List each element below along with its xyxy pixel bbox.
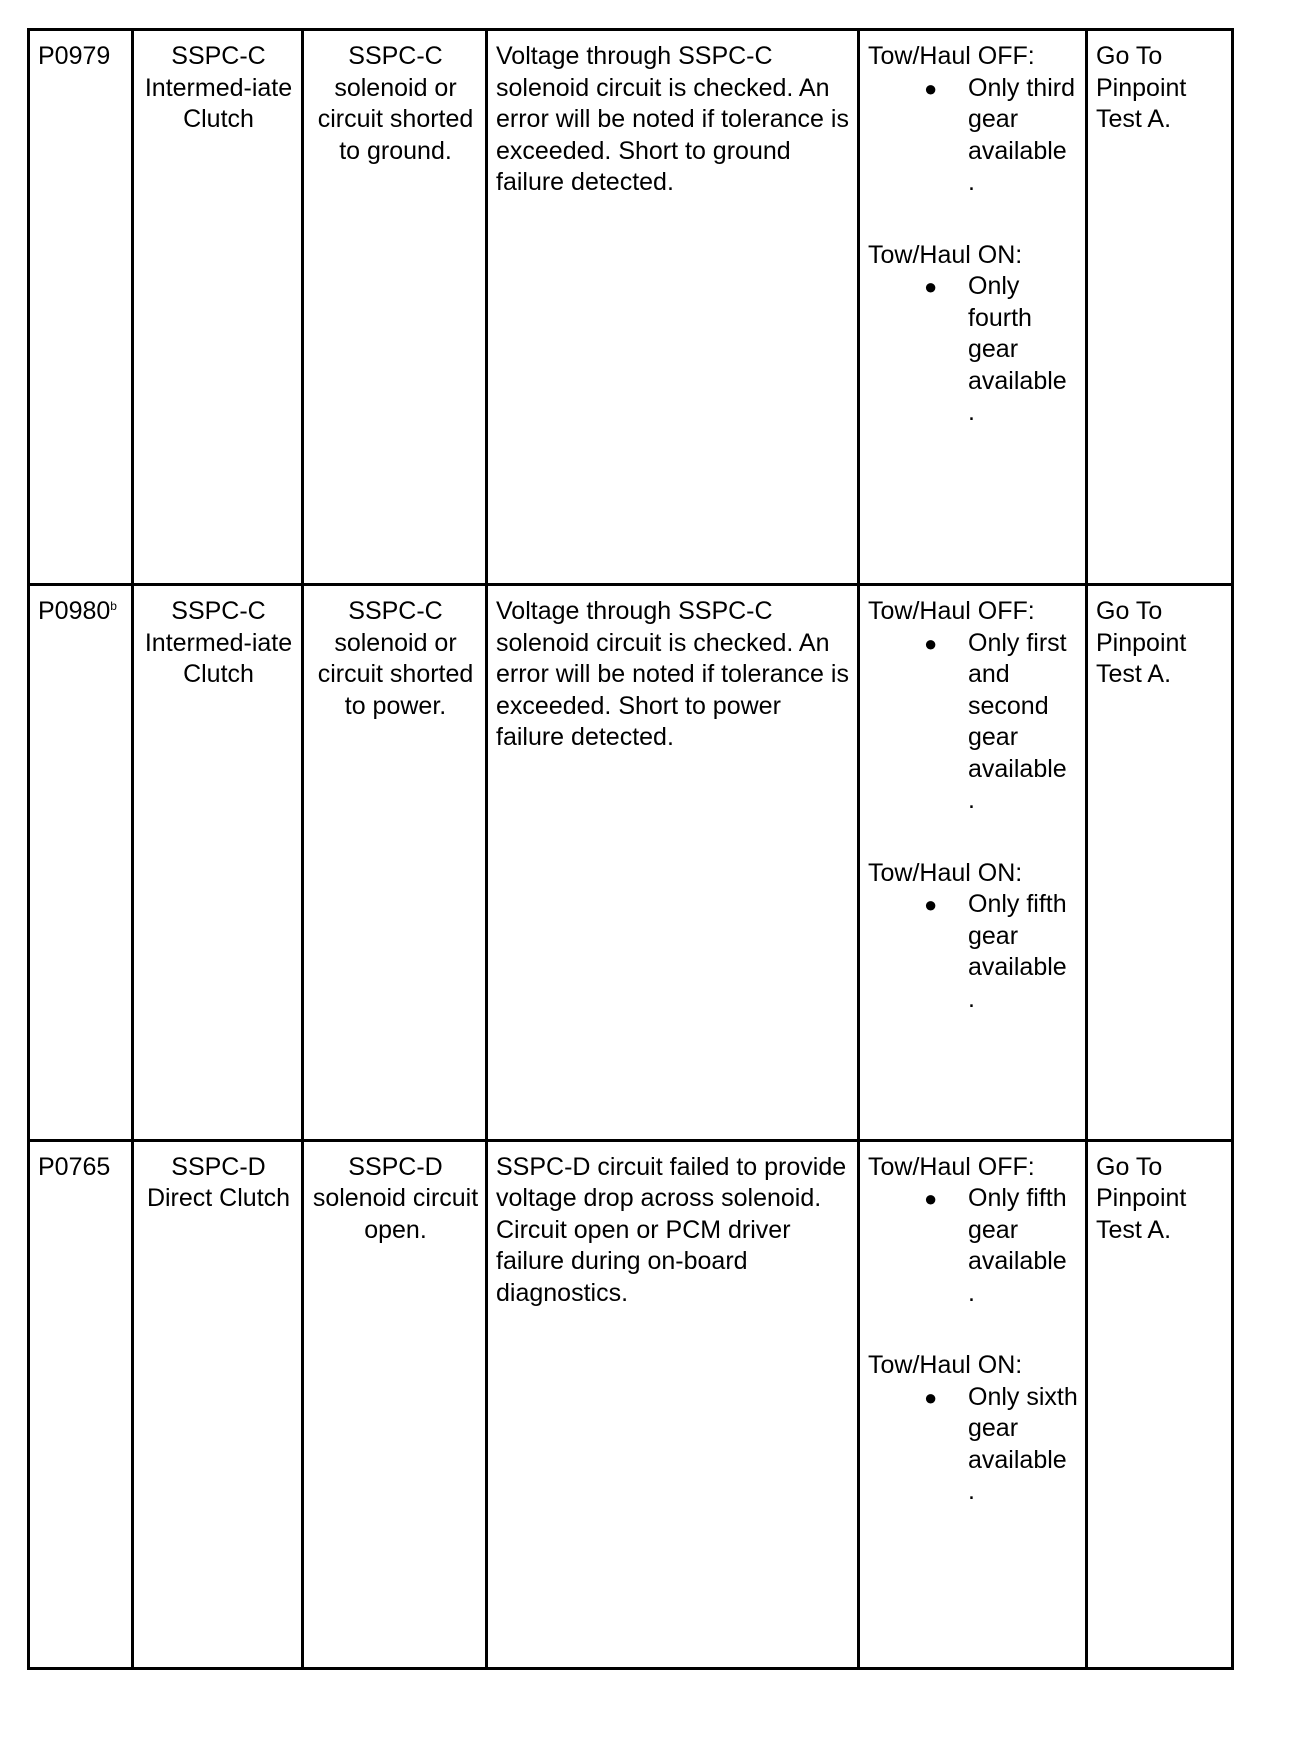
- dtc-code-cell: [29, 1140, 133, 1668]
- table-row: [29, 1140, 1233, 1668]
- dtc-code-cell: [29, 585, 133, 1140]
- symptom-heading: Tow/Haul ON:: [868, 240, 1023, 269]
- bullet-icon: ●: [924, 630, 938, 656]
- symptom-item: Only first and second gear available: [968, 628, 1067, 783]
- symptom-heading: Tow/Haul ON:: [868, 858, 1023, 887]
- condition-cell: SSPC-D solenoid circuit open.: [303, 1140, 487, 1668]
- symptom-cell: Tow/Haul OFF: ● Only fifth gear available . Tow/Haul ON: ● Only sixth gear available .: [859, 1140, 1087, 1668]
- description-cell: Voltage through SSPC-C solenoid circuit is checked. An error will be noted if tolerance is exceeded. Short to power failure detected.: [487, 585, 859, 1140]
- symptom-cell: Tow/Haul OFF: ● Only third gear available . Tow/Haul ON: ● Only fourth gear available .: [859, 30, 1087, 585]
- bullet-icon: ●: [924, 274, 938, 299]
- condition-cell: SSPC-C solenoid or circuit shorted to power.: [303, 585, 487, 1140]
- condition-cell: SSPC-C solenoid or circuit shorted to ground.: [303, 30, 487, 585]
- dtc-code: P0980: [38, 597, 111, 626]
- component-cell: SSPC-C Intermed-iate Clutch: [133, 30, 303, 585]
- dtc-code: P0979: [38, 42, 111, 70]
- symptom-item: Only fourth gear available: [968, 272, 1067, 395]
- dtc-code: P0765: [38, 1152, 111, 1181]
- action-cell: Go To Pinpoint Test A.: [1087, 30, 1233, 585]
- symptom-item: Only fifth gear available: [968, 1184, 1067, 1276]
- table-row: [29, 585, 1233, 1140]
- bullet-icon: ●: [924, 892, 938, 918]
- symptom-heading: Tow/Haul OFF:: [868, 1152, 1035, 1181]
- component-cell: SSPC-D Direct Clutch: [133, 1140, 303, 1668]
- symptom-item: Only sixth gear available: [968, 1382, 1078, 1474]
- bullet-icon: ●: [924, 1186, 938, 1212]
- table-row: [29, 30, 1233, 585]
- bullet-icon: ●: [924, 1384, 938, 1410]
- action-cell: Go To Pinpoint Test A.: [1087, 1140, 1233, 1668]
- bullet-icon: ●: [924, 75, 938, 101]
- symptom-cell: Tow/Haul OFF: ● Only first and second gear available . Tow/Haul ON: ● Only fifth gear available .: [859, 585, 1087, 1140]
- symptom-heading: Tow/Haul OFF:: [868, 42, 1035, 70]
- action-cell: Go To Pinpoint Test A.: [1087, 585, 1233, 1140]
- symptom-heading: Tow/Haul ON:: [868, 1351, 1023, 1380]
- footnote-mark: b: [110, 599, 117, 614]
- symptom-heading: Tow/Haul OFF:: [868, 597, 1035, 626]
- dtc-code-cell: [29, 30, 133, 585]
- dtc-table: [27, 28, 1234, 1670]
- symptom-item: Only fifth gear available: [968, 890, 1067, 982]
- description-cell: SSPC-D circuit failed to provide voltage drop across solenoid. Circuit open or PCM driver failure during on-board diagnostics.: [487, 1140, 859, 1668]
- symptom-item: Only third gear available: [968, 73, 1075, 165]
- component-cell: SSPC-C Intermed-iate Clutch: [133, 585, 303, 1140]
- description-cell: Voltage through SSPC-C solenoid circuit is checked. An error will be noted if tolerance is exceeded. Short to ground failure detected.: [487, 30, 859, 585]
